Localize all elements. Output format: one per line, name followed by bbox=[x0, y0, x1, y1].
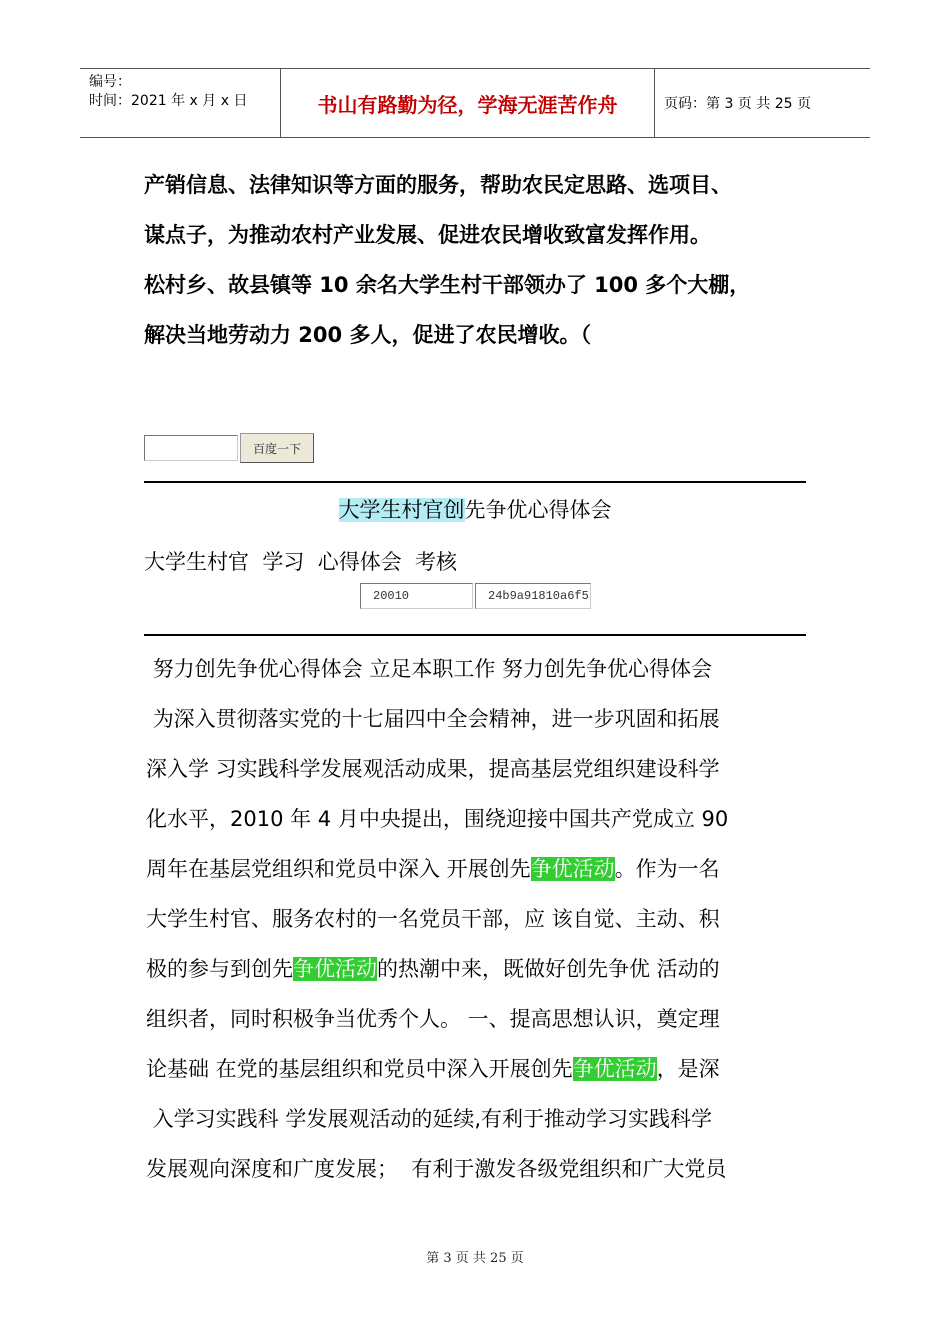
article-title bbox=[144, 494, 806, 524]
body-line bbox=[146, 1044, 826, 1094]
title-highlight: 大学生村官创 bbox=[338, 498, 465, 522]
body-text: 。作为一名 bbox=[614, 857, 720, 881]
divider-bottom bbox=[144, 634, 806, 636]
search-input[interactable] bbox=[144, 435, 238, 461]
header-page-info: 页码：第 3 页 共 25 页 bbox=[664, 96, 811, 112]
body-line bbox=[146, 694, 826, 744]
body-text: 论基础 在党的基层组织和党员中深入开展创先 bbox=[146, 1057, 573, 1081]
body-line: 深入学 习实践科学发展观活动成果，提高基层党组织建设科学 bbox=[146, 757, 720, 781]
header-motto: 书山有路勤为径，学海无涯苦作舟 bbox=[281, 69, 655, 137]
number-label: 编号： bbox=[89, 74, 131, 90]
body-line: 入学习实践科 学发展观活动的延续,有利于推动学习实践科学 bbox=[146, 1107, 713, 1131]
body-line bbox=[146, 844, 826, 894]
intro-line: 产销信息、法律知识等方面的服务，帮助农民定思路、选项目、 bbox=[144, 173, 732, 197]
intro-line: 谋点子，为推动农村产业发展、促进农民增收致富发挥作用。 bbox=[144, 223, 711, 247]
body-text: 的热潮中来，既做好创先争优 活动的 bbox=[377, 957, 720, 981]
baidu-search bbox=[144, 433, 314, 463]
highlight-keyword: 争优活动 bbox=[530, 857, 615, 881]
title-rest: 先争优心得体会 bbox=[464, 498, 612, 522]
article-id-fields bbox=[360, 583, 591, 609]
body-line: 化水平，2010 年 4 月中央提出，围绕迎接中国共产党成立 90 bbox=[146, 807, 729, 831]
intro-paragraph bbox=[144, 160, 834, 360]
search-button[interactable]: 百度一下 bbox=[240, 433, 314, 463]
id-field-b[interactable]: 24b9a91810a6f5 bbox=[475, 583, 591, 609]
intro-line: 松村乡、故县镇等 10 余名大学生村干部领办了 100 多个大棚， bbox=[144, 273, 751, 297]
article-tags: 大学生村官 学习 心得体会 考核 bbox=[144, 550, 458, 574]
highlight-keyword: 争优活动 bbox=[572, 1057, 657, 1081]
header-meta bbox=[80, 69, 281, 137]
body-line: 发展观向深度和广度发展； 有利于激发各级党组织和广大党员 bbox=[146, 1157, 727, 1181]
time-label: 时间：2021 年 x 月 x 日 bbox=[89, 93, 248, 109]
divider-top bbox=[144, 481, 806, 483]
body-line bbox=[146, 644, 826, 694]
highlight-keyword: 争优活动 bbox=[293, 957, 377, 981]
article-body bbox=[146, 644, 826, 1194]
body-text: 极的参与到创先 bbox=[146, 957, 293, 981]
body-line: 大学生村官、服务农村的一名党员干部，应 该自觉、主动、积 bbox=[146, 907, 720, 931]
body-text: 为深入贯彻落实党的十七届四中全会精神，进一步巩固和拓展 bbox=[152, 707, 720, 731]
id-field-a[interactable]: 20010 bbox=[360, 583, 473, 609]
body-line: 组织者，同时积极争当优秀个人。 一、提高思想认识，奠定理 bbox=[146, 1007, 720, 1031]
body-text: 周年在基层党组织和党员中深入 开展创先 bbox=[146, 857, 531, 881]
page-footer: 第 3 页 共 25 页 bbox=[426, 1251, 524, 1266]
intro-line: 解决当地劳动力 200 多人，促进了农民增收。（ bbox=[144, 323, 591, 347]
body-text: 努力创先争优心得体会 立足本职工作 努力创先争优心得体会 bbox=[152, 657, 713, 681]
body-text: ，是深 bbox=[656, 1057, 720, 1081]
body-line bbox=[146, 944, 826, 994]
page-header bbox=[80, 68, 870, 138]
